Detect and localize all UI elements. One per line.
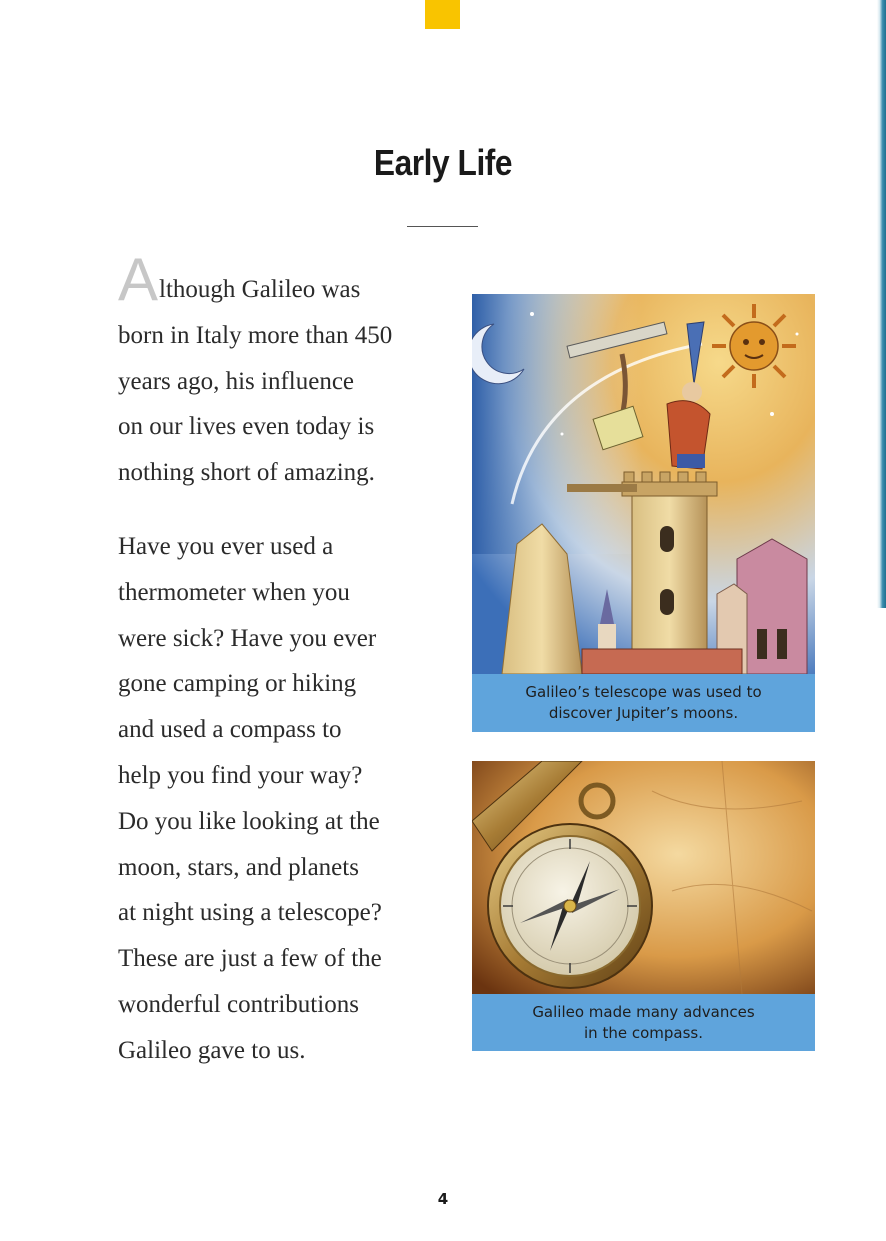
text-line: help you find your way? — [118, 761, 363, 789]
page-edge-strip — [877, 0, 886, 608]
telescope-illustration — [472, 294, 815, 674]
text-line: Do you like looking at the — [118, 807, 380, 835]
compass-illustration — [472, 761, 815, 994]
page-number: 4 — [437, 1190, 449, 1208]
text-line: nothing short of amazing. — [118, 459, 375, 487]
text-line: Have you ever used a — [118, 532, 334, 560]
compass-caption — [472, 994, 815, 1051]
top-accent-tab — [425, 0, 460, 29]
paragraph-questions — [118, 524, 448, 1074]
text-line: These are just a few of the — [118, 945, 382, 973]
page-title: Early Life — [373, 142, 513, 184]
drop-cap: A — [118, 246, 159, 313]
text-line: moon, stars, and planets — [118, 853, 359, 881]
caption-line: Galileo’s telescope was used to — [525, 683, 762, 701]
text-line: gone camping or hiking — [118, 670, 357, 698]
body-text — [118, 246, 448, 1074]
text-line: and used a compass to — [118, 716, 342, 744]
title-divider — [407, 226, 478, 227]
text-line-fragment: lthough Galileo was — [159, 276, 361, 303]
telescope-figure — [472, 294, 815, 732]
paragraph-intro — [118, 246, 448, 496]
text-line: were sick? Have you ever — [118, 624, 377, 652]
text-line: Galileo gave to us. — [118, 1036, 306, 1064]
text-line: thermometer when you — [118, 578, 350, 606]
caption-line: in the compass. — [584, 1023, 703, 1042]
text-line: born in Italy more than 450 — [118, 321, 393, 349]
text-line — [118, 246, 448, 313]
telescope-caption — [472, 674, 815, 732]
caption-line: Galileo made many advances — [532, 1002, 755, 1021]
caption-line: discover Jupiter’s moons. — [548, 704, 739, 722]
text-line: wonderful contributions — [118, 990, 359, 1018]
compass-figure — [472, 761, 815, 1051]
text-line: years ago, his influence — [118, 367, 355, 395]
text-line: at night using a telescope? — [118, 899, 382, 927]
text-line: on our lives even today is — [118, 413, 375, 441]
